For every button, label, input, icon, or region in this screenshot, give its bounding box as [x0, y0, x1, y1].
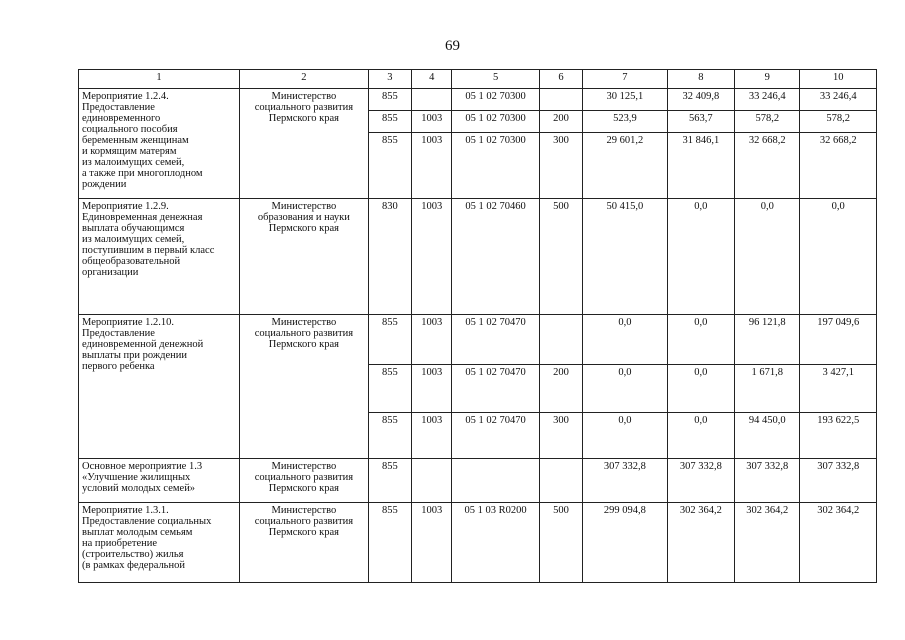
- amount-col9: 307 332,8: [735, 459, 800, 503]
- target-article-code: 05 1 03 R0200: [452, 503, 540, 583]
- target-article-code: [452, 459, 540, 503]
- budget-table: [78, 69, 877, 583]
- amount-col9: 578,2: [735, 111, 800, 133]
- executor-name: Министерство образования и науки Пермского края: [240, 199, 369, 315]
- expense-type-code: 300: [539, 133, 582, 199]
- amount-col8: 563,7: [667, 111, 734, 133]
- target-article-code: 05 1 02 70470: [452, 365, 540, 413]
- section-code: 1003: [412, 413, 452, 459]
- header-cell: 2: [240, 70, 369, 89]
- table-row: [79, 199, 877, 315]
- amount-col10: 578,2: [800, 111, 877, 133]
- amount-col10: 3 427,1: [800, 365, 877, 413]
- expense-type-code: [539, 459, 582, 503]
- amount-col8: 32 409,8: [667, 89, 734, 111]
- table-row: [79, 459, 877, 503]
- amount-col9: 302 364,2: [735, 503, 800, 583]
- amount-col7: 523,9: [583, 111, 668, 133]
- amount-col10: 32 668,2: [800, 133, 877, 199]
- amount-col7: 0,0: [583, 365, 668, 413]
- target-article-code: 05 1 02 70300: [452, 133, 540, 199]
- header-cell: 7: [583, 70, 668, 89]
- section-code: 1003: [412, 111, 452, 133]
- header-cell: 5: [452, 70, 540, 89]
- grbs-code: 855: [368, 133, 411, 199]
- amount-col10: 0,0: [800, 199, 877, 315]
- amount-col7: 307 332,8: [583, 459, 668, 503]
- section-code: [412, 459, 452, 503]
- target-article-code: 05 1 02 70470: [452, 413, 540, 459]
- grbs-code: 855: [368, 111, 411, 133]
- executor-name: Министерство социального развития Пермского края: [240, 459, 369, 503]
- executor-name: Министерство социального развития Пермского края: [240, 315, 369, 459]
- grbs-code: 855: [368, 365, 411, 413]
- expense-type-code: 300: [539, 413, 582, 459]
- table-row: [79, 315, 877, 365]
- amount-col9: 94 450,0: [735, 413, 800, 459]
- header-cell: 9: [735, 70, 800, 89]
- executor-name: Министерство социального развития Пермского края: [240, 503, 369, 583]
- expense-type-code: 500: [539, 199, 582, 315]
- amount-col7: 50 415,0: [583, 199, 668, 315]
- expense-type-code: 500: [539, 503, 582, 583]
- target-article-code: 05 1 02 70300: [452, 89, 540, 111]
- header-cell: 1: [79, 70, 240, 89]
- expense-type-code: 200: [539, 365, 582, 413]
- table-header: [79, 70, 877, 89]
- grbs-code: 855: [368, 413, 411, 459]
- amount-col8: 302 364,2: [667, 503, 734, 583]
- target-article-code: 05 1 02 70470: [452, 315, 540, 365]
- amount-col7: 0,0: [583, 413, 668, 459]
- activity-name: Мероприятие 1.2.9. Единовременная денежная выплата обучающимся из малоимущих семей, поступившим в первый класс общеобразовательной организации: [79, 199, 240, 315]
- header-cell: 8: [667, 70, 734, 89]
- grbs-code: 855: [368, 315, 411, 365]
- amount-col7: 299 094,8: [583, 503, 668, 583]
- amount-col8: 0,0: [667, 413, 734, 459]
- activity-name: Основное мероприятие 1.3 «Улучшение жилищных условий молодых семей»: [79, 459, 240, 503]
- header-row: [79, 70, 877, 89]
- target-article-code: 05 1 02 70300: [452, 111, 540, 133]
- section-code: 1003: [412, 365, 452, 413]
- table-row: [79, 89, 877, 111]
- header-cell: 4: [412, 70, 452, 89]
- amount-col8: 0,0: [667, 315, 734, 365]
- amount-col7: 0,0: [583, 315, 668, 365]
- amount-col10: 302 364,2: [800, 503, 877, 583]
- header-cell: 10: [800, 70, 877, 89]
- activity-name: Мероприятие 1.3.1. Предоставление социальных выплат молодым семьям на приобретение (строительство) жилья (в рамках федеральной: [79, 503, 240, 583]
- section-code: 1003: [412, 503, 452, 583]
- section-code: 1003: [412, 199, 452, 315]
- amount-col8: 0,0: [667, 199, 734, 315]
- amount-col8: 31 846,1: [667, 133, 734, 199]
- section-code: 1003: [412, 315, 452, 365]
- section-code: 1003: [412, 133, 452, 199]
- grbs-code: 830: [368, 199, 411, 315]
- amount-col7: 29 601,2: [583, 133, 668, 199]
- amount-col9: 96 121,8: [735, 315, 800, 365]
- grbs-code: 855: [368, 89, 411, 111]
- activity-name: Мероприятие 1.2.4. Предоставление единовременного социального пособия беременным женщинам и кормящим матерям из малоимущих семей, а также при многоплодном рождении: [79, 89, 240, 199]
- amount-col10: 33 246,4: [800, 89, 877, 111]
- amount-col10: 197 049,6: [800, 315, 877, 365]
- amount-col10: 307 332,8: [800, 459, 877, 503]
- expense-type-code: [539, 315, 582, 365]
- activity-name: Мероприятие 1.2.10. Предоставление единовременной денежной выплаты при рождении первого ребенка: [79, 315, 240, 459]
- amount-col7: 30 125,1: [583, 89, 668, 111]
- amount-col8: 0,0: [667, 365, 734, 413]
- expense-type-code: [539, 89, 582, 111]
- amount-col9: 1 671,8: [735, 365, 800, 413]
- executor-name: Министерство социального развития Пермского края: [240, 89, 369, 199]
- grbs-code: 855: [368, 459, 411, 503]
- grbs-code: 855: [368, 503, 411, 583]
- expense-type-code: 200: [539, 111, 582, 133]
- amount-col10: 193 622,5: [800, 413, 877, 459]
- section-code: [412, 89, 452, 111]
- header-cell: 6: [539, 70, 582, 89]
- table-body: [79, 89, 877, 583]
- amount-col9: 0,0: [735, 199, 800, 315]
- page-number: 69: [445, 38, 460, 54]
- amount-col8: 307 332,8: [667, 459, 734, 503]
- table-row: [79, 503, 877, 583]
- amount-col9: 32 668,2: [735, 133, 800, 199]
- target-article-code: 05 1 02 70460: [452, 199, 540, 315]
- header-cell: 3: [368, 70, 411, 89]
- amount-col9: 33 246,4: [735, 89, 800, 111]
